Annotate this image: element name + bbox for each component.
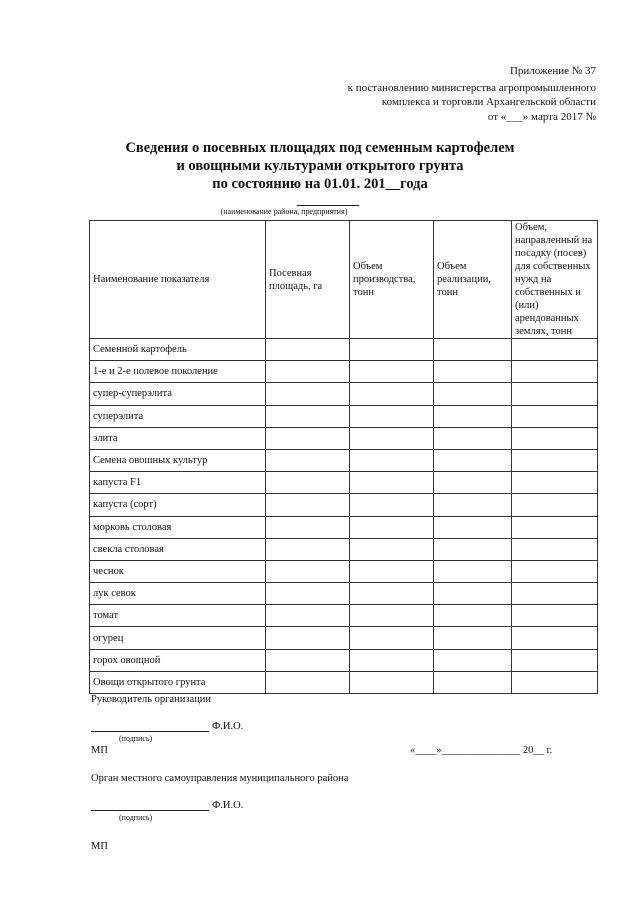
entry-cell[interactable] bbox=[512, 538, 598, 560]
entry-cell[interactable] bbox=[350, 538, 434, 560]
entry-cell[interactable] bbox=[266, 339, 350, 361]
entry-cell[interactable] bbox=[434, 671, 512, 693]
table-row bbox=[90, 339, 598, 361]
entry-cell[interactable] bbox=[512, 383, 598, 405]
entry-cell[interactable] bbox=[350, 449, 434, 471]
table-row bbox=[90, 671, 598, 693]
entry-cell[interactable] bbox=[434, 361, 512, 383]
table-row bbox=[90, 472, 598, 494]
row-label: капуста (сорт) bbox=[90, 494, 266, 516]
entry-cell[interactable] bbox=[350, 649, 434, 671]
entry-cell[interactable] bbox=[512, 472, 598, 494]
entry-cell[interactable] bbox=[266, 627, 350, 649]
document-title-line-2: и овощными культурами открытого грунта bbox=[176, 158, 464, 174]
row-label: томат bbox=[90, 605, 266, 627]
entry-cell[interactable] bbox=[512, 583, 598, 605]
entry-cell[interactable] bbox=[266, 516, 350, 538]
entry-cell[interactable] bbox=[434, 605, 512, 627]
head-fio-label: Ф.И.О. bbox=[212, 721, 244, 732]
table-row bbox=[90, 560, 598, 582]
row-label: огурец bbox=[90, 627, 266, 649]
entry-cell[interactable] bbox=[350, 671, 434, 693]
entry-cell[interactable] bbox=[434, 494, 512, 516]
entry-cell[interactable] bbox=[434, 472, 512, 494]
entry-cell[interactable] bbox=[434, 383, 512, 405]
table-row bbox=[90, 361, 598, 383]
local-authority-label: Орган местного самоуправления муниципального района bbox=[91, 773, 349, 784]
entry-cell[interactable] bbox=[512, 339, 598, 361]
entry-cell[interactable] bbox=[266, 560, 350, 582]
table-row bbox=[90, 583, 598, 605]
header-sales-volume: Объем реализации, тонн bbox=[434, 221, 512, 339]
entry-cell[interactable] bbox=[512, 494, 598, 516]
authority-fio-label: Ф.И.О. bbox=[212, 800, 244, 811]
entry-cell[interactable] bbox=[434, 583, 512, 605]
entry-cell[interactable] bbox=[266, 383, 350, 405]
entry-cell[interactable] bbox=[350, 560, 434, 582]
header-production-volume: Объем производства, тонн bbox=[350, 221, 434, 339]
approval-line-1: Приложение № 37 bbox=[509, 65, 596, 77]
entry-cell[interactable] bbox=[434, 516, 512, 538]
authority-signature-caption: (подпись) bbox=[119, 813, 153, 822]
district-caption: (наименование района, предприятия) bbox=[220, 207, 348, 216]
entry-cell[interactable] bbox=[512, 649, 598, 671]
row-label: свекла столовая bbox=[90, 538, 266, 560]
table-row bbox=[90, 405, 598, 427]
entry-cell[interactable] bbox=[350, 361, 434, 383]
header-sown-area: Посевная площадь, га bbox=[266, 221, 350, 339]
table-row bbox=[90, 605, 598, 627]
row-label: 1-е и 2-е полевое поколение bbox=[90, 361, 266, 383]
entry-cell[interactable] bbox=[350, 339, 434, 361]
date-field[interactable]: «____»_______________ 20__ г. bbox=[410, 745, 553, 756]
district-blank-line[interactable] bbox=[297, 205, 359, 206]
entry-cell[interactable] bbox=[350, 583, 434, 605]
table-row bbox=[90, 449, 598, 471]
entry-cell[interactable] bbox=[350, 427, 434, 449]
approval-line-3: комплекса и торговли Архангельской области bbox=[381, 96, 596, 108]
entry-cell[interactable] bbox=[512, 516, 598, 538]
head-of-organization-label: Руководитель организации bbox=[91, 694, 211, 705]
row-label: Семенной картофель bbox=[90, 339, 266, 361]
entry-cell[interactable] bbox=[350, 383, 434, 405]
table-row bbox=[90, 494, 598, 516]
entry-cell[interactable] bbox=[350, 405, 434, 427]
row-label: горох овощной bbox=[90, 649, 266, 671]
entry-cell[interactable] bbox=[512, 361, 598, 383]
head-signature-line[interactable] bbox=[91, 731, 209, 732]
stamp-place-1: МП bbox=[91, 745, 108, 756]
entry-cell[interactable] bbox=[350, 605, 434, 627]
entry-cell[interactable] bbox=[512, 427, 598, 449]
entry-cell[interactable] bbox=[266, 671, 350, 693]
entry-cell[interactable] bbox=[266, 405, 350, 427]
table-row bbox=[90, 649, 598, 671]
entry-cell[interactable] bbox=[266, 361, 350, 383]
header-planting-volume: Объем, направленный на посадку (посев) для собственных нужд на собственных и (или) арендованных землях, тонн bbox=[512, 221, 598, 339]
approval-line-4: от «___» марта 2017 № bbox=[487, 111, 596, 123]
approval-line-2: к постановлению министерства агропромышленного bbox=[347, 82, 596, 94]
data-table bbox=[89, 220, 598, 694]
entry-cell[interactable] bbox=[266, 583, 350, 605]
authority-signature-line[interactable] bbox=[91, 810, 209, 811]
row-label: Овощи открытого грунта bbox=[90, 671, 266, 693]
table-row bbox=[90, 538, 598, 560]
row-label: чеснок bbox=[90, 560, 266, 582]
entry-cell[interactable] bbox=[266, 494, 350, 516]
table-row bbox=[90, 383, 598, 405]
entry-cell[interactable] bbox=[350, 494, 434, 516]
entry-cell[interactable] bbox=[434, 649, 512, 671]
entry-cell[interactable] bbox=[512, 671, 598, 693]
entry-cell[interactable] bbox=[512, 605, 598, 627]
entry-cell[interactable] bbox=[512, 627, 598, 649]
entry-cell[interactable] bbox=[434, 449, 512, 471]
entry-cell[interactable] bbox=[350, 627, 434, 649]
entry-cell[interactable] bbox=[434, 427, 512, 449]
entry-cell[interactable] bbox=[434, 627, 512, 649]
entry-cell[interactable] bbox=[434, 405, 512, 427]
table-header-row bbox=[90, 221, 598, 339]
entry-cell[interactable] bbox=[434, 339, 512, 361]
entry-cell[interactable] bbox=[266, 605, 350, 627]
row-label: элита bbox=[90, 427, 266, 449]
entry-cell[interactable] bbox=[266, 449, 350, 471]
row-label: суперэлита bbox=[90, 405, 266, 427]
stamp-place-2: МП bbox=[91, 841, 108, 852]
entry-cell[interactable] bbox=[266, 472, 350, 494]
entry-cell[interactable] bbox=[266, 427, 350, 449]
row-label: морковь столовая bbox=[90, 516, 266, 538]
document-title-line-3: по состоянию на 01.01. 201__года bbox=[212, 176, 428, 192]
table-row bbox=[90, 427, 598, 449]
document-title-line-1: Сведения о посевных площадях под семенным картофелем bbox=[125, 140, 515, 156]
head-signature-caption: (подпись) bbox=[119, 734, 153, 743]
entry-cell[interactable] bbox=[266, 649, 350, 671]
entry-cell[interactable] bbox=[266, 538, 350, 560]
table-row bbox=[90, 516, 598, 538]
entry-cell[interactable] bbox=[434, 560, 512, 582]
entry-cell[interactable] bbox=[434, 538, 512, 560]
entry-cell[interactable] bbox=[512, 405, 598, 427]
entry-cell[interactable] bbox=[350, 516, 434, 538]
entry-cell[interactable] bbox=[512, 560, 598, 582]
header-indicator-name: Наименование показателя bbox=[90, 221, 266, 339]
row-label: лук севок bbox=[90, 583, 266, 605]
table-row bbox=[90, 627, 598, 649]
row-label: Семена овошных культур bbox=[90, 449, 266, 471]
entry-cell[interactable] bbox=[512, 449, 598, 471]
row-label: капуста F1 bbox=[90, 472, 266, 494]
entry-cell[interactable] bbox=[350, 472, 434, 494]
row-label: супер-суперэлита bbox=[90, 383, 266, 405]
